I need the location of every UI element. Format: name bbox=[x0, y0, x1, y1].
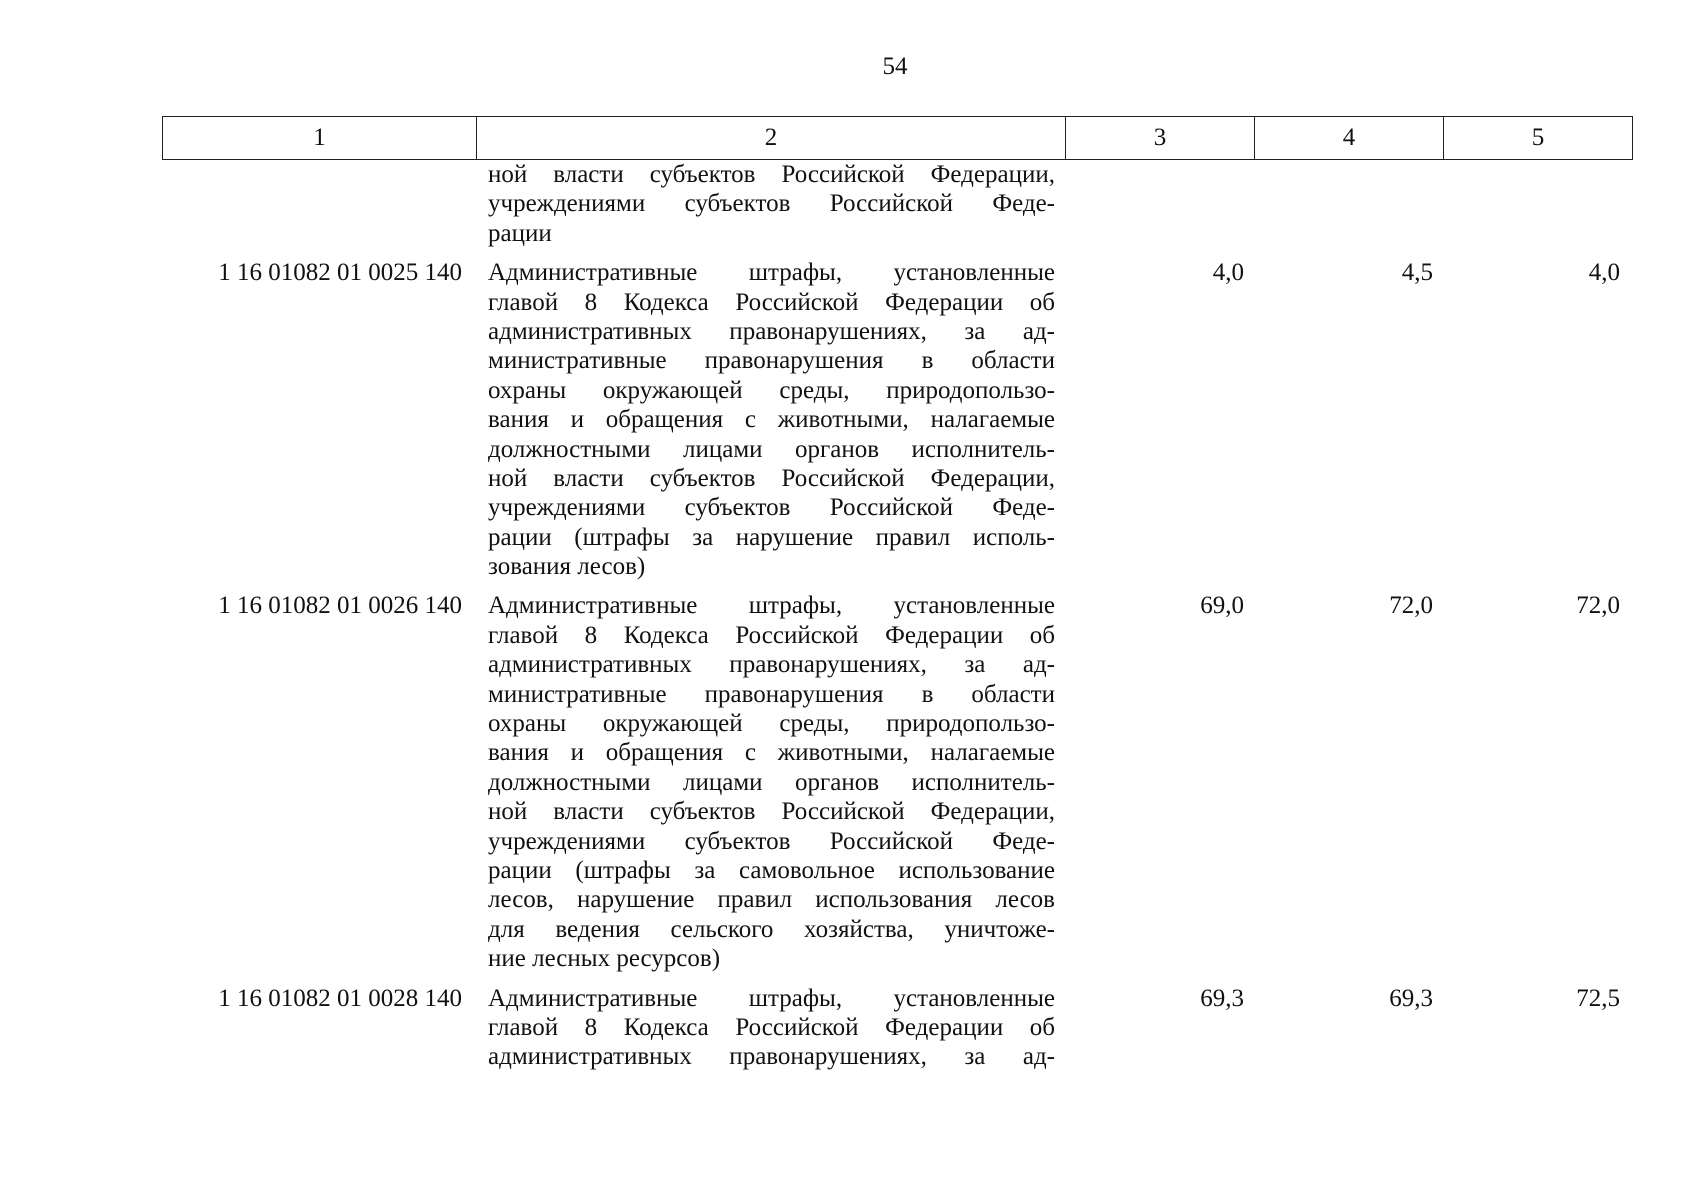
header-col-2: 2 bbox=[477, 117, 1066, 160]
continuation-text: ной власти субъектов Российской Федерации, учреждениями субъектов Российской Феде- рации bbox=[488, 161, 1055, 247]
budget-code: 1 16 01082 01 0028 140 bbox=[218, 984, 462, 1012]
table-row bbox=[162, 984, 1632, 1072]
continuation-row bbox=[162, 160, 1632, 248]
table-row bbox=[162, 258, 1632, 581]
value-col-4: 4,5 bbox=[1401, 259, 1433, 287]
row-description: Административные штрафы, установленные главой 8 Кодекса Российской Федерации об административных правонарушениях, за ад- министративные правонарушения в области охраны окружающей среды, природопользо- вания и обращения с животными, налагаемые должностными лицами органов исполнитель- ной власти субъектов Российской Федерации, учреждениями субъектов Российской Феде- рации (штрафы за самовольное использование лесов, нарушение правил использования лесов для ведения сельского хозяйства, уничтоже- ние лесных ресурсов) bbox=[488, 592, 1055, 973]
budget-code: 1 16 01082 01 0026 140 bbox=[218, 592, 462, 620]
table-row bbox=[162, 591, 1632, 973]
header-col-5: 5 bbox=[1444, 117, 1633, 160]
value-col-4: 72,0 bbox=[1389, 592, 1433, 620]
row-description: Административные штрафы, установленные главой 8 Кодекса Российской Федерации об административных правонарушениях, за ад- министративные правонарушения в области охраны окружающей среды, природопользо- вания и обращения с животными, налагаемые должностными лицами органов исполнитель- ной власти субъектов Российской Федерации, учреждениями субъектов Российской Феде- рации (штрафы за нарушение правил исполь- зования лесов) bbox=[488, 259, 1055, 581]
value-col-5: 72,5 bbox=[1576, 984, 1620, 1012]
row-description: Административные штрафы, установленные главой 8 Кодекса Российской Федерации об административных правонарушениях, за ад- bbox=[488, 984, 1055, 1071]
header-col-4: 4 bbox=[1255, 117, 1444, 160]
budget-code: 1 16 01082 01 0025 140 bbox=[218, 259, 462, 287]
value-col-5: 4,0 bbox=[1588, 259, 1620, 287]
value-col-3: 4,0 bbox=[1212, 259, 1244, 287]
value-col-3: 69,0 bbox=[1200, 592, 1244, 620]
table-header bbox=[162, 116, 1633, 160]
table-body bbox=[162, 160, 1632, 1072]
header-col-1: 1 bbox=[163, 117, 477, 160]
header-col-3: 3 bbox=[1066, 117, 1255, 160]
value-col-4: 69,3 bbox=[1389, 984, 1433, 1012]
value-col-5: 72,0 bbox=[1576, 592, 1620, 620]
page-number: 54 bbox=[882, 53, 908, 80]
value-col-3: 69,3 bbox=[1200, 984, 1244, 1012]
